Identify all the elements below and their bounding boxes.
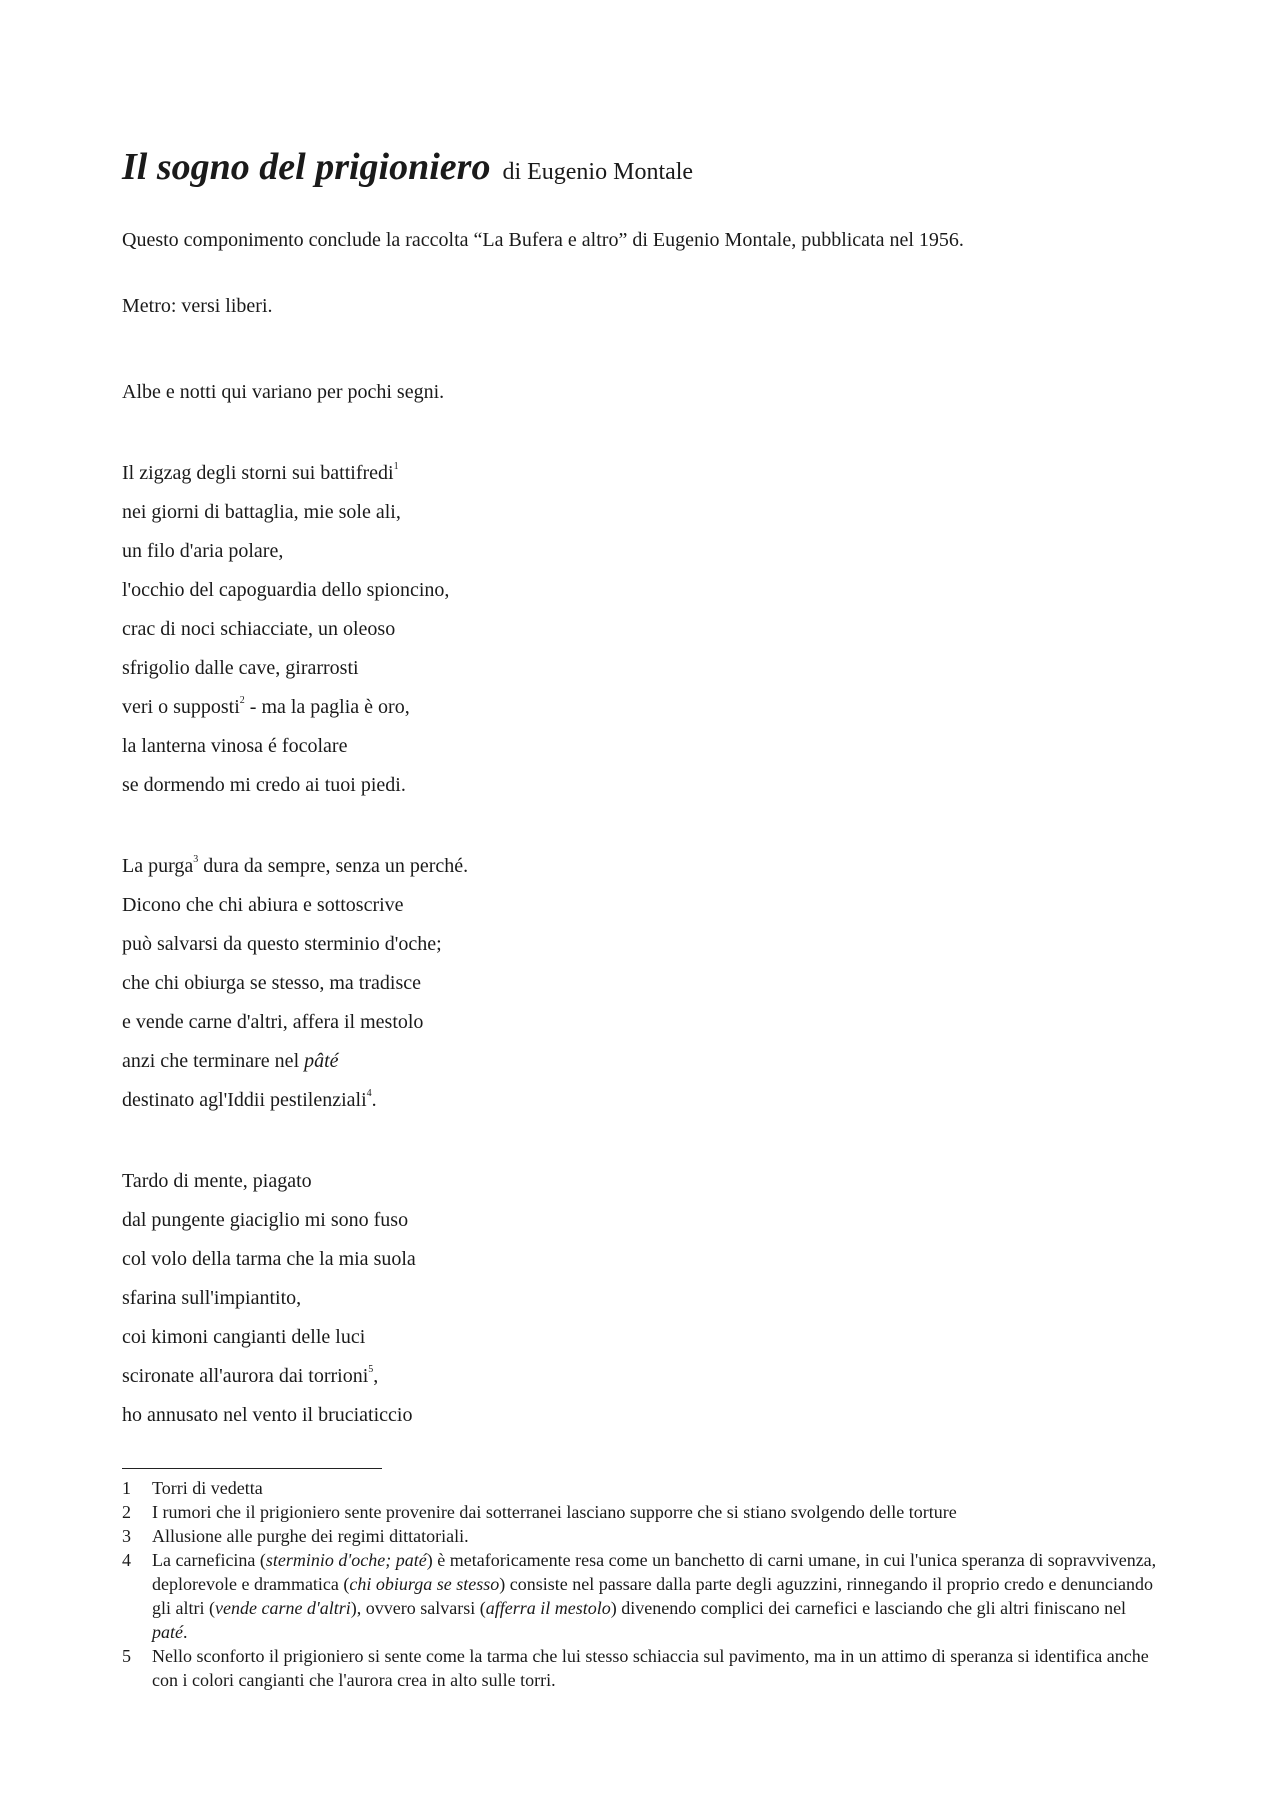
page-title [122,148,1162,186]
footnote-segment: . [183,1622,188,1642]
verse-text: ho annusato nel vento il bruciaticcio [122,1404,413,1426]
verse-line [122,454,1162,493]
footnote [122,1644,1162,1692]
verse-line [122,649,1162,688]
footnote [122,1476,1162,1500]
verse-text: La purga [122,855,194,877]
footnote-italic: vende carne d'altri [214,1598,351,1618]
footnote-segment: ), ovvero salvarsi ( [350,1598,486,1618]
verse-line [122,925,1162,964]
footnote-ref: 5 [368,1364,374,1376]
verse-text: Albe e notti qui variano per pochi segni. [122,381,445,403]
verse-text: sfarina sull'impiantito, [122,1287,302,1309]
footnote-text [152,1644,1162,1692]
footnote [122,1500,1162,1524]
verse-line [122,727,1162,766]
verse-text: col volo della tarma che la mia suola [122,1248,416,1270]
footnotes [122,1476,1162,1692]
footnote-number: 1 [122,1478,131,1498]
verse-text: - ma la paglia è oro, [244,696,410,718]
verse-text: che chi obiurga se stesso, ma tradisce [122,972,421,994]
verse-line [122,610,1162,649]
verse-text: destinato agl'Iddii pestilenziali [122,1089,367,1111]
verse-line [122,532,1162,571]
verse-line [122,493,1162,532]
verse-line [122,847,1162,886]
verse-text: Tardo di mente, piagato [122,1170,312,1192]
verse-line [122,1081,1162,1120]
footnote-segment: Allusione alle purghe dei regimi dittatoriali. [152,1526,469,1546]
verse-italic: pâté [304,1050,339,1072]
verse-text: Il zigzag degli storni sui battifredi [122,462,394,484]
verse-text: anzi che terminare nel [122,1050,305,1072]
verse-line [122,373,1162,412]
verse-text: , [373,1365,379,1387]
footnote-number: 4 [122,1550,131,1570]
verse-line [122,1042,1162,1081]
verse-text: l'occhio del capoguardia dello spioncino, [122,579,450,601]
footnote-italic: afferra il mestolo [485,1598,611,1618]
footnote-ref: 3 [193,854,199,866]
verse-line [122,1396,1162,1435]
verse-line [122,1003,1162,1042]
footnote [122,1524,1162,1548]
footnote-text [152,1476,1162,1500]
verse-text: può salvarsi da questo sterminio d'oche; [122,933,442,955]
stanza [122,373,1162,412]
document-page [122,148,1162,1477]
footnote-separator [122,1468,382,1469]
poem-body [122,373,1162,1435]
verse-text: coi kimoni cangianti delle luci [122,1326,366,1348]
verse-line [122,1357,1162,1396]
footnote-segment: ) divenendo complici dei carnefici e lasciando che gli altri finiscano nel [610,1598,1127,1618]
metre-note: Metro: versi liberi. [122,295,273,317]
stanza [122,847,1162,1120]
footnote-number: 5 [122,1646,131,1666]
verse-line [122,964,1162,1003]
verse-text: dal pungente giaciglio mi sono fuso [122,1209,409,1231]
footnote [122,1548,1162,1644]
footnote-ref: 2 [239,695,245,707]
footnote-segment: I rumori che il prigioniero sente provenire dai sotterranei lasciano supporre che si stiano svolgendo delle torture [152,1502,957,1522]
footnote-number: 3 [122,1526,131,1546]
footnote-italic: paté [152,1622,183,1642]
verse-line [122,1201,1162,1240]
verse-text: veri o supposti [122,696,240,718]
verse-text: dura da sempre, senza un perché. [198,855,469,877]
verse-text: la lanterna vinosa é focolare [122,735,348,757]
verse-line [122,886,1162,925]
verse-text: un filo d'aria polare, [122,540,284,562]
verse-text: sfrigolio dalle cave, girarrosti [122,657,359,679]
footnote-ref: 1 [393,461,399,473]
intro-paragraph: Questo componimento conclude la raccolta “La Bufera e altro” di Eugenio Montale, pubblicata nel 1956. [122,229,964,251]
verse-line [122,1279,1162,1318]
verse-text: crac di noci schiacciate, un oleoso [122,618,396,640]
footnote-italic: sterminio d'oche; paté [265,1550,427,1570]
poem-title: Il sogno del prigioniero [122,146,491,188]
verse-line [122,766,1162,805]
verse-line [122,688,1162,727]
verse-text: . [371,1089,377,1111]
footnote-italic: chi obiurga se stesso [349,1574,500,1594]
footnote-segment: ) consiste nel passare dalla parte degli aguzzini, rinnegando il proprio credo e denunciando gli altri ( [152,1574,1153,1618]
verse-text: e vende carne d'altri, affera il mestolo [122,1011,424,1033]
footnote-text [152,1524,1162,1548]
footnote-segment: Torri di vedetta [152,1478,263,1498]
verse-text: Dicono che chi abiura e sottoscrive [122,894,404,916]
verse-line [122,1240,1162,1279]
footnote-segment: ) è metaforicamente resa come un banchetto di carni umane, in cui l'unica speranza di sopravvivenza, deplorevole e drammatica ( [152,1550,1157,1594]
footnote-text [152,1500,1162,1524]
verse-line [122,1162,1162,1201]
poem-author: di Eugenio Montale [502,159,694,185]
verse-text: scironate all'aurora dai torrioni [122,1365,369,1387]
footnote-ref: 4 [366,1088,372,1100]
verse-text: nei giorni di battaglia, mie sole ali, [122,501,401,523]
footnote-segment: La carneficina ( [152,1550,266,1570]
verse-text: se dormendo mi credo ai tuoi piedi. [122,774,406,796]
footnote-segment: Nello sconforto il prigioniero si sente come la tarma che lui stesso schiaccia sul pavimento, ma in un attimo di speranza si identifica anche con i colori cangianti che l'aurora crea in alto sulle torri. [152,1646,1149,1690]
footnote-text [152,1548,1162,1644]
footnote-number: 2 [122,1502,131,1522]
stanza [122,454,1162,805]
stanza [122,1162,1162,1435]
verse-line [122,1318,1162,1357]
verse-line [122,571,1162,610]
